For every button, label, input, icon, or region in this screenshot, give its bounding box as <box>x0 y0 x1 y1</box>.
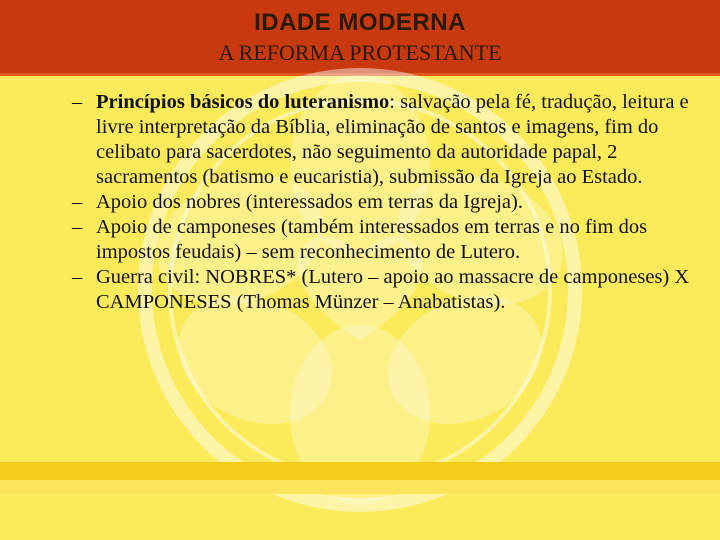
bullet-item <box>72 190 702 215</box>
bullet-lead: Princípios básicos do luteranismo <box>96 91 390 113</box>
bullet-dash: – <box>72 91 83 113</box>
bullet-text: Apoio de camponeses (também interessados em terras e no fim dos impostos feudais) – sem reconhecimento de Lutero. <box>96 216 648 263</box>
bullet-dash: – <box>72 216 83 238</box>
slide-title: IDADE MODERNA <box>254 9 466 36</box>
bullet-text: Guerra civil: NOBRES* (Lutero – apoio ao massacre de camponeses) X CAMPONESES (Thomas Münzer – Anabatistas). <box>96 266 690 313</box>
footer-band-light <box>0 480 720 494</box>
slide-subtitle: A REFORMA PROTESTANTE <box>218 40 502 65</box>
bullet-text: : salvação pela fé, tradução, leitura e livre interpretação da Bíblia, eliminação de santos e imagens, fim do celibato para sacerdotes, não seguimento da autoridade papal, 2 sacramentos (batismo e eucaristia), submissão da Igreja ao Estado. <box>96 91 689 188</box>
footer-band <box>0 462 720 480</box>
bullet-text: Apoio dos nobres (interessados em terras da Igreja). <box>96 191 523 213</box>
bullet-item <box>72 265 702 315</box>
bullet-item <box>72 90 702 190</box>
bullet-dash: – <box>72 266 83 288</box>
bullet-item <box>72 215 702 265</box>
bullet-dash: – <box>72 191 83 213</box>
bullet-list <box>72 90 702 315</box>
